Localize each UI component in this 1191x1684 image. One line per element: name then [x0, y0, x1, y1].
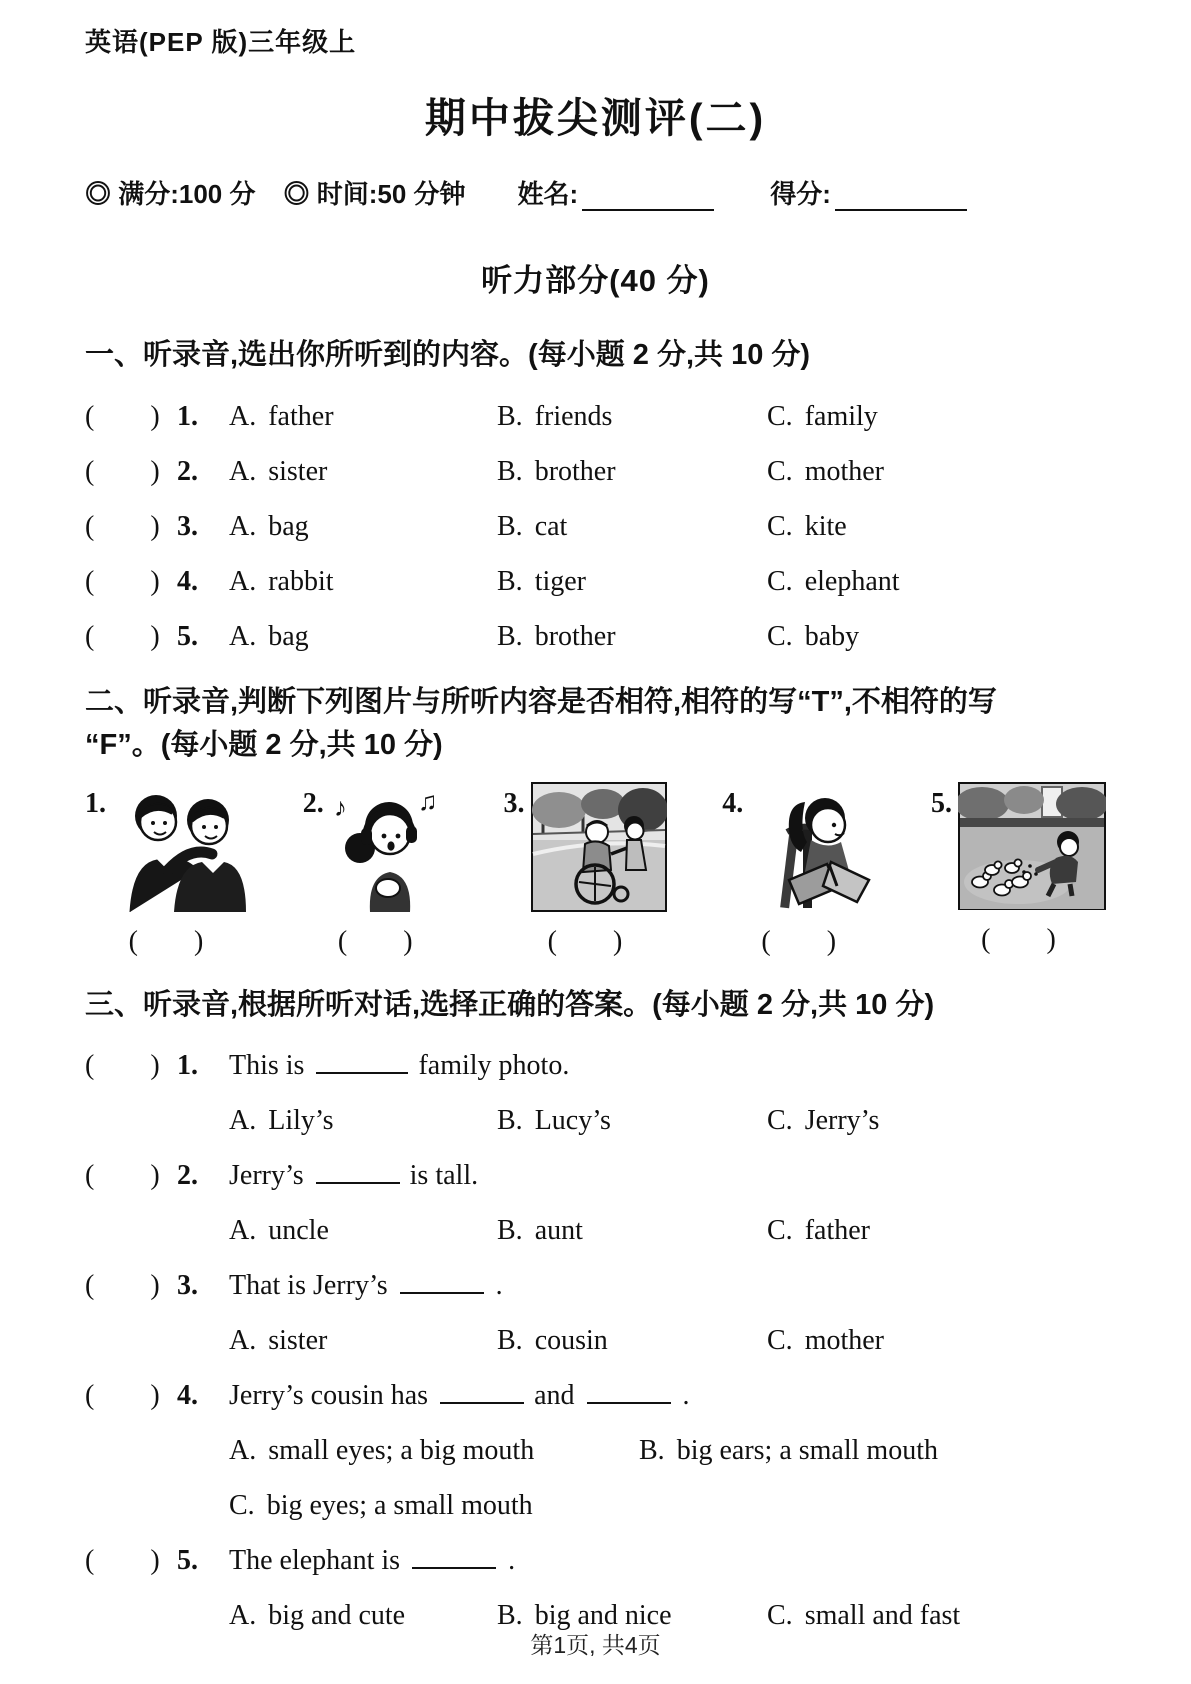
page-footer: 第1页, 共4页: [530, 1632, 661, 1658]
item-number: 4.: [177, 565, 198, 597]
option-c: [767, 566, 1106, 598]
part2-picture-4: [722, 782, 875, 958]
stem-text: [229, 1380, 690, 1412]
tf-bracket: ( ): [337, 925, 413, 957]
option-text: big and cute: [268, 1600, 406, 1631]
part1-item-4: [85, 566, 1106, 598]
option-a: [229, 401, 497, 433]
option-key: C.: [767, 455, 793, 487]
option-key: A.: [229, 1105, 257, 1136]
option-c: [767, 1105, 1106, 1137]
option-b: [497, 1105, 767, 1137]
option-text: father: [804, 1215, 870, 1246]
option-c: [767, 1325, 1106, 1357]
part3-item-3-options: [229, 1325, 1106, 1357]
part2-heading-line2: “F”。(每小题 2 分,共 10 分): [85, 729, 443, 761]
item-number: 5.: [177, 620, 198, 652]
meta-row: [85, 174, 1106, 211]
option-key: A.: [229, 1600, 257, 1631]
option-key: B.: [497, 510, 523, 542]
option-text: big ears; a small mouth: [676, 1435, 938, 1466]
answer-blank: [587, 1398, 671, 1404]
part3-item-1-stem: [85, 1050, 1106, 1082]
answer-bracket: ( ): [85, 565, 160, 597]
option-c: [229, 1490, 1106, 1522]
option-key: B.: [497, 455, 523, 487]
answer-blank: [400, 1288, 484, 1294]
option-key: B.: [497, 1325, 523, 1356]
option-text: big eyes; a small mouth: [266, 1490, 533, 1521]
part3-item-2-stem: [85, 1160, 1106, 1192]
stem-segment: is tall.: [409, 1160, 479, 1191]
option-text: brother: [534, 620, 616, 652]
part3-item-1-options: [229, 1105, 1106, 1137]
option-key: B.: [497, 1105, 523, 1136]
option-key: B.: [639, 1435, 665, 1466]
stem-text: [229, 1545, 515, 1577]
option-key: C.: [229, 1490, 255, 1521]
option-key: A.: [229, 1215, 257, 1246]
option-key: C.: [767, 510, 793, 542]
part2-picture-3: [504, 782, 667, 958]
option-c: [767, 401, 1106, 433]
option-a: [229, 1105, 497, 1137]
stem-segment: Jerry’s cousin has: [229, 1380, 429, 1411]
part3-item-4-options-row1: [229, 1435, 1106, 1467]
stem-segment: That is Jerry’s: [229, 1270, 388, 1301]
answer-bracket: ( ): [85, 510, 160, 542]
option-text: mother: [804, 455, 884, 487]
name-blank-line: [582, 205, 714, 211]
part2-heading: [85, 681, 1106, 768]
stem-segment: .: [495, 1270, 503, 1301]
part1-heading: 一、听录音,选出你所听到的内容。(每小题 2 分,共 10 分): [85, 339, 811, 371]
answer-bracket: ( ): [85, 1160, 160, 1191]
option-text: tiger: [534, 565, 586, 597]
item-number: 1.: [177, 400, 198, 432]
option-key: A.: [229, 1325, 257, 1356]
picture-number: 3.: [503, 787, 525, 819]
svg-text:♫: ♫: [417, 786, 438, 816]
option-text: Lily’s: [268, 1105, 334, 1136]
option-key: B.: [497, 565, 523, 597]
answer-blank: [440, 1398, 524, 1404]
option-c: [767, 1215, 1106, 1247]
option-key: C.: [767, 400, 793, 432]
stem-segment: The elephant is: [229, 1545, 401, 1576]
part3-item-5-stem: [85, 1545, 1106, 1577]
option-text: bag: [268, 620, 309, 652]
answer-bracket: ( ): [85, 455, 160, 487]
part1-item-3: [85, 511, 1106, 543]
option-key: C.: [767, 1215, 793, 1246]
option-key: B.: [497, 400, 523, 432]
option-b: [497, 621, 767, 653]
option-a: [229, 1215, 497, 1247]
option-c: [767, 456, 1106, 488]
tf-bracket: ( ): [547, 925, 623, 957]
part3-heading: 三、听录音,根据所听对话,选择正确的答案。(每小题 2 分,共 10 分): [85, 988, 935, 1021]
option-text: aunt: [534, 1215, 583, 1246]
option-text: sister: [268, 1325, 328, 1356]
option-b: [497, 1215, 767, 1247]
option-b: [497, 1325, 767, 1357]
option-key: A.: [229, 400, 257, 432]
answer-bracket: ( ): [85, 400, 160, 432]
option-key: C.: [767, 1600, 793, 1631]
item-number: 5.: [177, 1545, 198, 1576]
option-text: brother: [534, 455, 616, 487]
part1-item-5: [85, 621, 1106, 653]
option-b: [497, 456, 767, 488]
stem-segment: This is: [229, 1050, 305, 1081]
option-key: C.: [767, 1325, 793, 1356]
option-text: Jerry’s: [804, 1105, 880, 1136]
score-blank-line: [835, 205, 967, 211]
option-text: mother: [804, 1325, 884, 1356]
part2-picture-row: [85, 782, 1106, 958]
answer-blank: [316, 1178, 400, 1184]
option-key: C.: [767, 620, 793, 652]
option-key: B.: [497, 1600, 523, 1631]
option-text: family: [804, 400, 878, 432]
option-text: big and nice: [534, 1600, 672, 1631]
option-c: [767, 511, 1106, 543]
stem-segment: Jerry’s: [229, 1160, 304, 1191]
option-b: [497, 566, 767, 598]
option-text: small eyes; a big mouth: [268, 1435, 535, 1466]
stem-segment: and: [534, 1380, 575, 1411]
girl-reading-book-icon: [749, 782, 875, 912]
option-text: small and fast: [804, 1600, 961, 1631]
part2-picture-1: [85, 782, 247, 958]
option-text: cousin: [534, 1325, 608, 1356]
book-label: 英语(PEP 版)三年级上: [85, 27, 357, 57]
option-text: sister: [268, 455, 328, 487]
option-a: [229, 1325, 497, 1357]
option-key: A.: [229, 1435, 257, 1466]
part2-heading-line1: 二、听录音,判断下列图片与所听内容是否相符,相符的写“T”,不相符的写: [85, 685, 997, 718]
picture-number: 4.: [722, 787, 744, 819]
option-key: A.: [229, 620, 257, 652]
page-title: 期中拔尖测评(二): [424, 95, 767, 141]
option-a: [229, 456, 497, 488]
stem-segment: .: [682, 1380, 690, 1411]
option-text: cat: [534, 510, 568, 542]
option-key: A.: [229, 455, 257, 487]
part2-picture-5: [931, 782, 1106, 958]
stem-text: [229, 1270, 503, 1302]
option-b: [497, 511, 767, 543]
listening-section-title: 听力部分(40 分): [481, 263, 710, 298]
picture-number: 2.: [302, 787, 324, 819]
girl-pushing-grandpa-wheelchair-icon: [531, 782, 667, 912]
option-a: [229, 511, 497, 543]
part3-item-3-stem: [85, 1270, 1106, 1302]
answer-bracket: ( ): [85, 1545, 160, 1576]
option-b: [639, 1435, 1106, 1467]
tf-bracket: ( ): [761, 925, 837, 957]
answer-blank: [412, 1563, 496, 1569]
option-key: B.: [497, 620, 523, 652]
option-key: C.: [767, 1105, 793, 1136]
option-text: uncle: [268, 1215, 329, 1246]
answer-bracket: ( ): [85, 620, 160, 652]
item-number: 4.: [177, 1380, 198, 1411]
part3-item-4-stem: [85, 1380, 1106, 1412]
answer-bracket: ( ): [85, 1270, 160, 1301]
option-a: [229, 621, 497, 653]
option-c: [767, 621, 1106, 653]
tf-bracket: ( ): [981, 923, 1056, 955]
time-label: ◎ 时间:50 分钟: [283, 179, 466, 209]
option-text: bag: [268, 510, 309, 542]
answer-bracket: ( ): [85, 1380, 160, 1411]
option-text: Lucy’s: [534, 1105, 611, 1136]
part1-item-2: [85, 456, 1106, 488]
stem-segment: family photo.: [418, 1050, 570, 1081]
option-text: father: [268, 400, 334, 432]
part3-item-4-options-row2: [229, 1490, 1106, 1522]
tf-bracket: ( ): [128, 925, 204, 957]
option-key: C.: [767, 565, 793, 597]
option-text: elephant: [804, 565, 900, 597]
full-score-label: ◎ 满分:100 分: [85, 179, 256, 209]
option-key: A.: [229, 565, 257, 597]
option-a: [229, 566, 497, 598]
boy-feeding-ducks-icon: [958, 782, 1106, 910]
option-key: A.: [229, 510, 257, 542]
option-key: B.: [497, 1215, 523, 1246]
option-text: baby: [804, 620, 860, 652]
stem-text: [229, 1050, 579, 1082]
name-label: 姓名:: [517, 179, 579, 209]
picture-number: 5.: [931, 787, 952, 819]
part2-picture-2: [303, 782, 448, 958]
stem-text: [229, 1160, 488, 1192]
score-label: 得分:: [770, 179, 831, 209]
item-number: 3.: [177, 510, 198, 542]
item-number: 2.: [177, 1160, 198, 1191]
svg-text:♪: ♪: [333, 792, 347, 822]
option-b: [497, 401, 767, 433]
option-text: friends: [534, 400, 613, 432]
item-number: 3.: [177, 1270, 198, 1301]
part3-item-2-options: [229, 1215, 1106, 1247]
option-a: [229, 1435, 639, 1467]
picture-number: 1.: [85, 787, 106, 819]
stem-segment: .: [508, 1545, 516, 1576]
item-number: 2.: [177, 455, 198, 487]
option-text: kite: [804, 510, 847, 542]
girl-listening-music-icon: [330, 782, 448, 912]
item-number: 1.: [177, 1050, 198, 1081]
answer-blank: [316, 1068, 408, 1074]
option-text: rabbit: [268, 565, 334, 597]
two-friends-icon: [112, 782, 247, 912]
part1-item-1: [85, 401, 1106, 433]
answer-bracket: ( ): [85, 1050, 160, 1081]
